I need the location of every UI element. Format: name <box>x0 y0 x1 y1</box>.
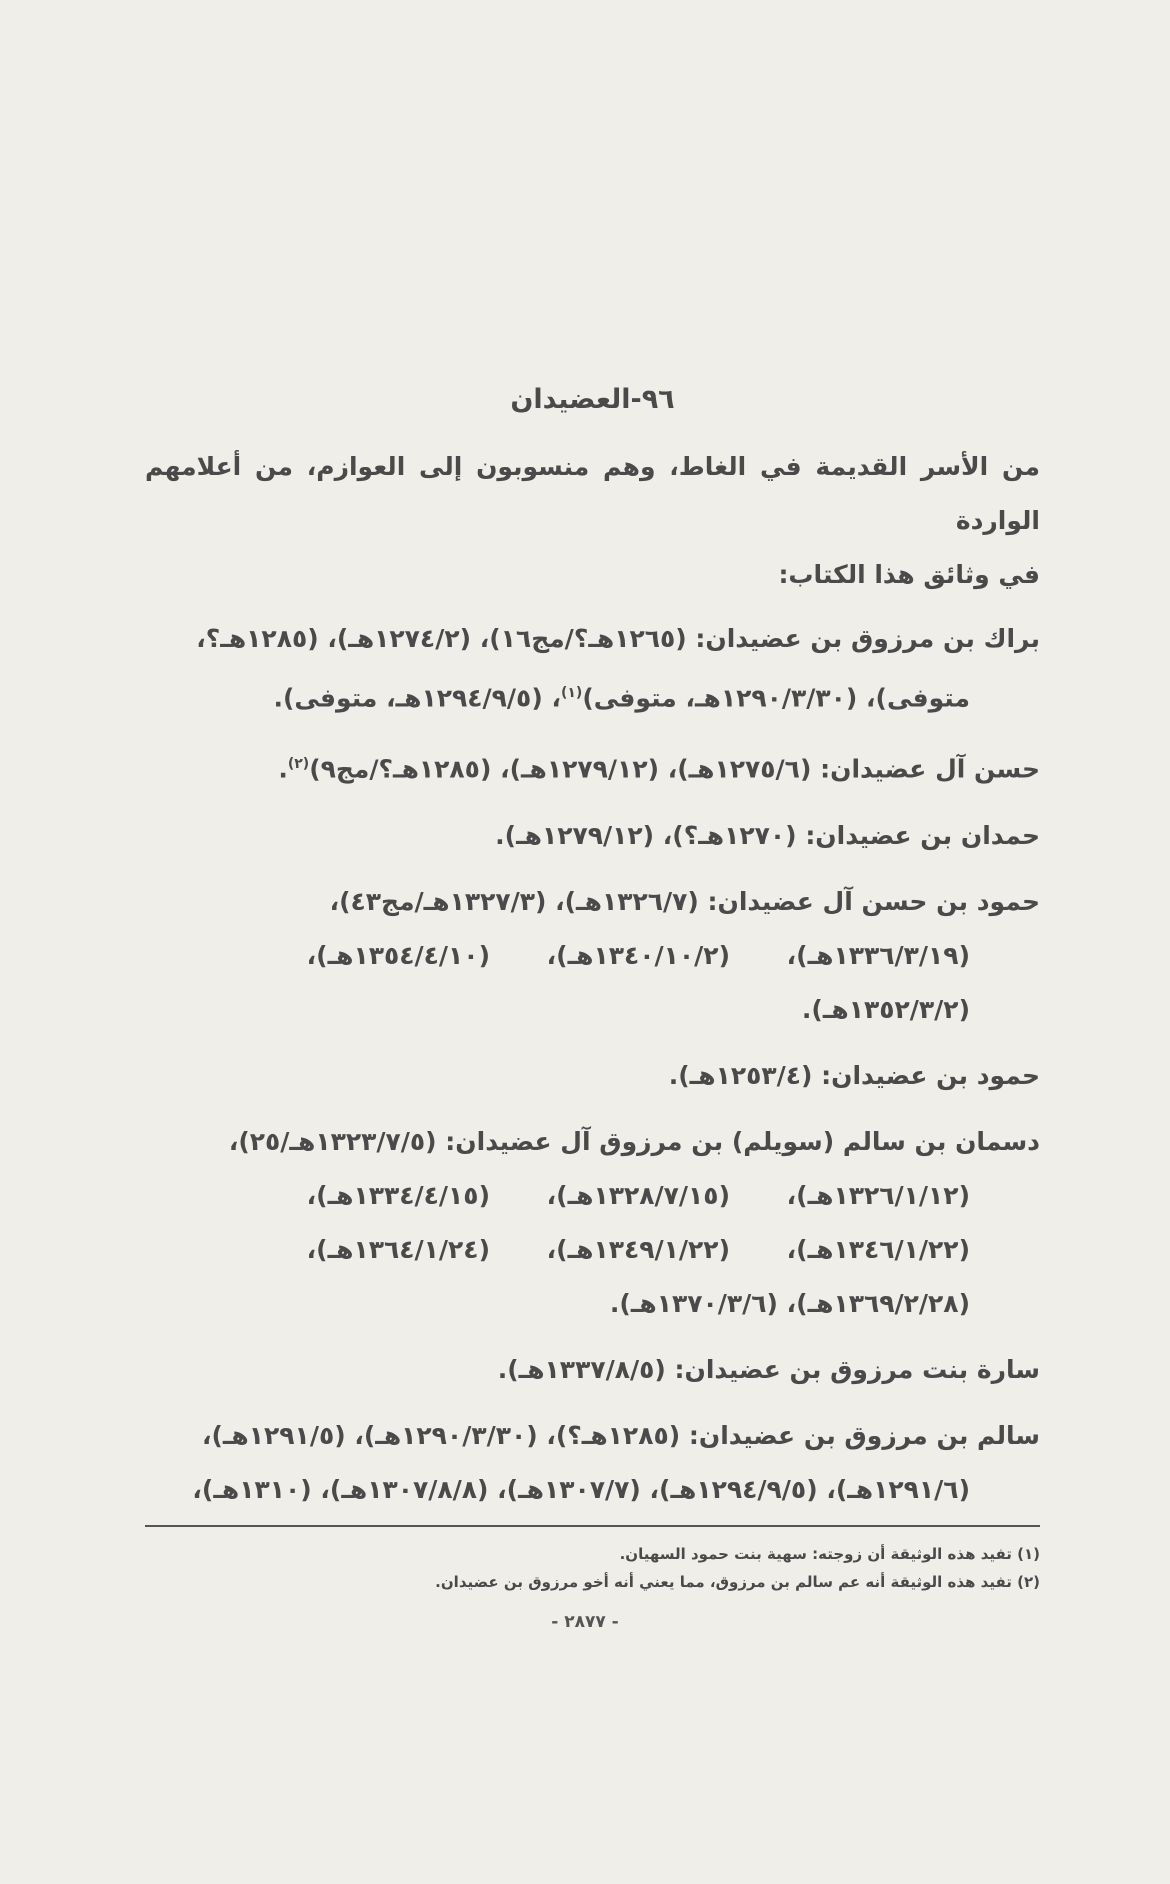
entry-hamdan <box>145 809 1040 863</box>
entry-barrak-dates-2a: متوفى)، (١٢٩٠/٣/٣٠هـ، متوفى) <box>582 683 970 713</box>
entry-barrak-line-2 <box>145 666 1040 725</box>
entry-sarah-name: سارة بنت مرزوق بن عضيدان: <box>674 1354 1040 1384</box>
entry-desman-row-2 <box>145 1223 1040 1277</box>
footnote-divider <box>145 1525 1040 1527</box>
date-cell: (١٣٢٦/١/١٢هـ)، <box>786 1180 970 1210</box>
entry-desman <box>145 1115 1040 1331</box>
date-cell: (١٣٢٨/٧/١٥هـ)، <box>546 1180 730 1210</box>
entry-desman-row-1 <box>145 1169 1040 1223</box>
entry-desman-line-1 <box>145 1115 1040 1169</box>
entry-sarah-line <box>145 1343 1040 1397</box>
entry-hamoud-line <box>145 1049 1040 1103</box>
entry-salem <box>145 1409 1040 1517</box>
entry-salem-name: سالم بن مرزوق بن عضيدان: <box>688 1420 1040 1450</box>
entry-salem-line-1 <box>145 1409 1040 1463</box>
footnote-ref-1[interactable]: (١) <box>560 685 583 701</box>
entry-salem-dates-1: (١٢٨٥هـ؟)، (١٢٩٠/٣/٣٠هـ)، (١٢٩١/٥هـ)، <box>201 1420 681 1450</box>
entry-barrak-dates-2b: ، (١٢٩٤/٩/٥هـ، متوفى). <box>273 683 561 713</box>
intro-line-2: في وثائق هذا الكتاب: <box>778 560 1040 589</box>
entry-hamoud-hasan-name: حمود بن حسن آل عضيدان: <box>707 886 1040 916</box>
entry-salem-line-2: (١٢٩١/٦هـ)، (١٢٩٤/٩/٥هـ)، (١٣٠٧/٧هـ)، (١٣٠٧/٨/٨هـ)، (١٣١٠هـ)، <box>192 1474 970 1504</box>
date-cell: (١٣٤٩/١/٢٢هـ)، <box>546 1234 730 1264</box>
entry-barrak-name: براك بن مرزوق بن عضيدان: <box>695 624 1040 653</box>
entry-hasan <box>145 737 1040 796</box>
entry-hamoud-hasan <box>145 875 1040 1037</box>
intro-paragraph <box>145 440 1040 602</box>
entry-barrak-dates-1: (١٢٦٥هـ؟/مج١٦)، (١٢٧٤/٢هـ)، (١٢٨٥هـ؟، <box>196 624 687 653</box>
entry-hamdan-dates: (١٢٧٠هـ؟)، (١٢٧٩/١٢هـ). <box>495 820 797 850</box>
intro-line-1: من الأسر القديمة في الغاط، وهم منسوبون إلى العوازم، من أعلامهم الواردة <box>145 452 1040 535</box>
entry-desman-name: دسمان بن سالم (سويلم) بن مرزوق آل عضيدان: <box>445 1126 1040 1156</box>
entry-hasan-name: حسن آل عضيدان: <box>820 754 1040 784</box>
entry-hamoud-hasan-dates-1: (١٣٢٦/٧هـ)، (١٣٢٧/٣هـ/مج٤٣)، <box>329 886 699 916</box>
entry-barrak-line-1 <box>145 612 1040 666</box>
entry-sarah <box>145 1343 1040 1397</box>
date-cell: (١٣٤٠/١٠/٢هـ)، <box>546 940 730 970</box>
entry-sarah-dates: (١٣٣٧/٨/٥هـ). <box>497 1354 666 1384</box>
page-body <box>145 380 1040 1529</box>
entry-hasan-tail: . <box>278 754 288 784</box>
entry-hasan-dates: (١٢٧٥/٦هـ)، (١٢٧٩/١٢هـ)، (١٢٨٥هـ؟/مج٩) <box>309 754 812 784</box>
entry-hamoud-hasan-last: (١٣٥٢/٣/٢هـ). <box>801 994 970 1024</box>
entry-hamoud-hasan-line-1 <box>145 875 1040 929</box>
section-title: ٩٦-العضيدان <box>510 384 675 415</box>
entry-hasan-line <box>145 737 1040 796</box>
footnotes <box>145 1540 1040 1596</box>
entry-desman-dates-1: (١٣٢٣/٧/٥هـ/٢٥)، <box>228 1126 437 1156</box>
entry-barrak <box>145 612 1040 725</box>
entry-hamdan-line <box>145 809 1040 863</box>
entry-hamoud-name: حمود بن عضيدان: <box>821 1060 1040 1090</box>
entry-hamoud-dates: (١٢٥٣/٤هـ). <box>668 1060 813 1090</box>
date-cell: (١٣٦٤/١/٢٤هـ)، <box>306 1234 490 1264</box>
date-cell: (١٣٣٦/٣/١٩هـ)، <box>786 940 970 970</box>
page-number: - ٢٨٧٧ - <box>551 1612 619 1632</box>
date-cell: (١٣٥٤/٤/١٠هـ)، <box>306 940 490 970</box>
footnote-1: (١) تفيد هذه الوثيقة أن زوجته: سهية بنت حمود السهيان. <box>619 1545 1040 1563</box>
date-cell: (١٣٣٤/٤/١٥هـ)، <box>306 1180 490 1210</box>
entry-desman-last: (١٣٦٩/٢/٢٨هـ)، (١٣٧٠/٣/٦هـ). <box>609 1288 970 1318</box>
footnote-2: (٢) تفيد هذه الوثيقة أنه عم سالم بن مرزوق، مما يعني أنه أخو مرزوق بن عضيدان. <box>435 1573 1040 1591</box>
entry-hamdan-name: حمدان بن عضيدان: <box>805 820 1040 850</box>
date-cell: (١٣٤٦/١/٢٢هـ)، <box>786 1234 970 1264</box>
footnote-ref-2[interactable]: (٢) <box>287 756 310 773</box>
entry-hamoud-hasan-row <box>145 929 1040 983</box>
entry-hamoud <box>145 1049 1040 1103</box>
